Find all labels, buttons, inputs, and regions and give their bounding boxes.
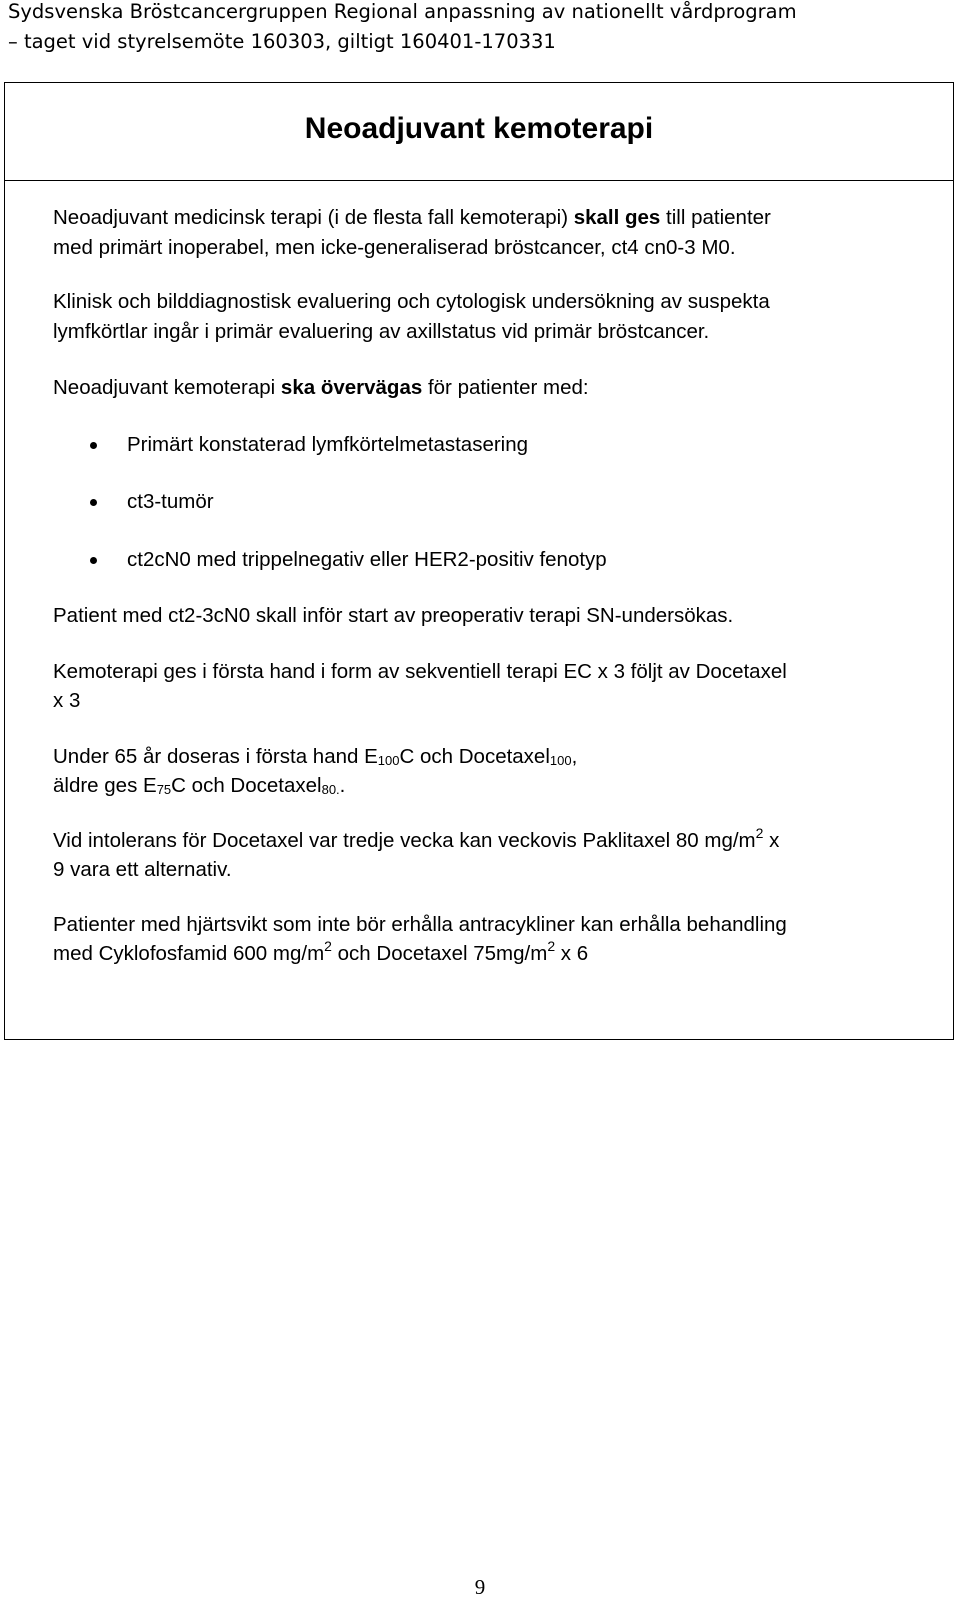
text-span: och Docetaxel 75mg/m: [331, 942, 548, 965]
superscript: 2: [547, 938, 556, 954]
paragraph-1-line-1: [53, 203, 771, 233]
text-span: Under 65 år doseras i första hand E: [53, 745, 378, 768]
bullet-icon: [90, 499, 97, 506]
text-span: x 6: [555, 942, 589, 965]
paragraph-6-line-1: [53, 742, 577, 772]
paragraph-3: [53, 373, 589, 403]
list-item-text: ct3-tumör: [127, 490, 214, 513]
box-title-row: [5, 83, 953, 181]
paragraph-1-line-2: med primärt inoperabel, men icke-generaliserad bröstcancer, ct4 cn0-3 M0.: [53, 236, 736, 259]
page-number: 9: [474, 1575, 486, 1599]
paragraph-8-line-2: [53, 939, 588, 969]
bold-span: ska övervägas: [280, 376, 423, 399]
superscript: 2: [324, 938, 332, 954]
text-span: Neoadjuvant kemoterapi: [53, 376, 281, 399]
subscript: 100: [549, 753, 572, 768]
text-span: för patienter med:: [422, 376, 589, 399]
paragraph-5-line-1: Kemoterapi ges i första hand i form av sekventiell terapi EC x 3 följt av Docetaxel: [53, 660, 787, 683]
paragraph-6-line-2: [53, 771, 345, 801]
list-item-text: ct2cN0 med trippelnegativ eller HER2-positiv fenotyp: [127, 548, 607, 571]
paragraph-7-line-2: 9 vara ett alternativ.: [53, 858, 232, 881]
bullet-icon: [90, 557, 97, 564]
header-line-2: – taget vid styrelsemöte 160303, giltigt 160401-170331: [8, 30, 556, 53]
text-span: .: [339, 774, 346, 797]
bullet-icon: [90, 442, 97, 449]
paragraph-2-line-2: lymfkörtlar ingår i primär evaluering av axillstatus vid primär bröstcancer.: [53, 320, 710, 343]
paragraph-5-line-2: x 3: [53, 689, 81, 712]
list-item-text: Primärt konstaterad lymfkörtelmetastasering: [127, 433, 529, 456]
bold-span: skall ges: [573, 206, 661, 229]
section-title: Neoadjuvant kemoterapi: [304, 112, 654, 145]
content-box: [4, 82, 954, 1040]
paragraph-7-line-1: [53, 826, 779, 856]
paragraph-8-line-1: Patienter med hjärtsvikt som inte bör erhålla antracykliner kan erhålla behandling: [53, 913, 787, 936]
text-span: Neoadjuvant medicinsk terapi (i de flesta fall kemoterapi): [53, 206, 574, 229]
text-span: äldre ges E: [53, 774, 157, 797]
subscript: 80.: [321, 782, 340, 797]
text-span: C och Docetaxel: [171, 774, 322, 797]
text-span: med Cyklofosfamid 600 mg/m: [53, 942, 325, 965]
text-span: ,: [571, 745, 578, 768]
subscript: 75: [156, 782, 172, 797]
text-span: till patienter: [660, 206, 771, 229]
paragraph-2-line-1: Klinisk och bilddiagnostisk evaluering och cytologisk undersökning av suspekta: [53, 290, 770, 313]
header-line-1: Sydsvenska Bröstcancergruppen Regional anpassning av nationellt vårdprogram: [8, 0, 797, 23]
text-span: C och Docetaxel: [399, 745, 550, 768]
superscript: 2: [755, 825, 764, 841]
subscript: 100: [377, 753, 400, 768]
text-span: x: [763, 829, 780, 852]
paragraph-4: Patient med ct2-3cN0 skall inför start av preoperativ terapi SN-undersökas.: [53, 604, 734, 627]
text-span: Vid intolerans för Docetaxel var tredje vecka kan veckovis Paklitaxel 80 mg/m: [53, 829, 756, 852]
